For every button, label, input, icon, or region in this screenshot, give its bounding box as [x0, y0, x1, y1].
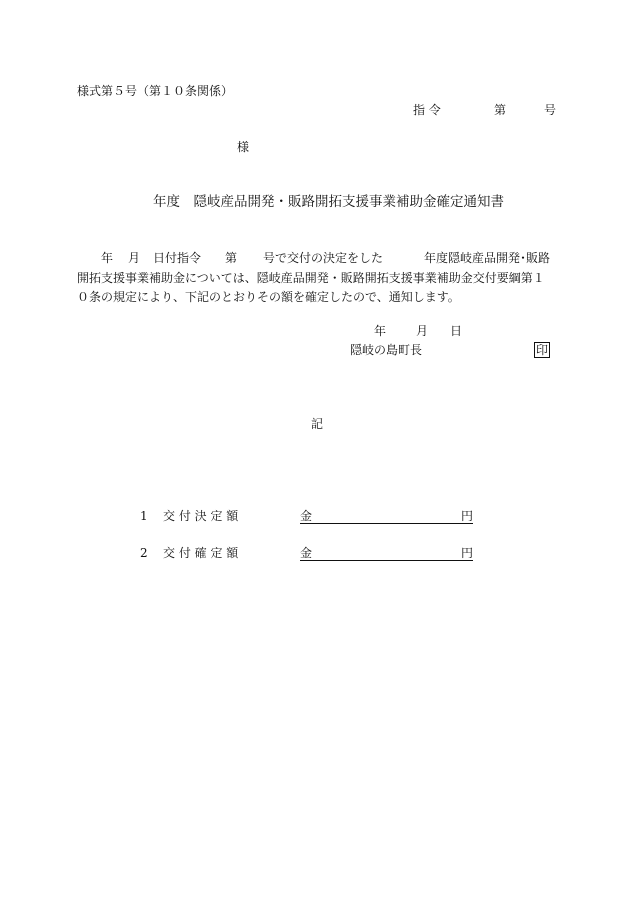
body-nen: 年: [101, 251, 114, 265]
body-line-3: ０条の規定により、下記のとおりその額を確定したので、通知します。: [77, 290, 460, 304]
kin-label: 金: [300, 509, 313, 523]
directive-go: 号: [544, 103, 557, 117]
body-rest: 号で交付の決定をした: [263, 251, 384, 265]
directive-label: 指 令: [413, 103, 441, 117]
yen-label: 円: [461, 509, 474, 523]
amount-underline: [300, 509, 473, 524]
body-hi-shirei: 日付指令: [153, 251, 202, 265]
seal-mark: 印: [536, 343, 549, 357]
directive-dai: 第: [494, 103, 507, 117]
addressee-suffix: 様: [237, 140, 250, 154]
date-day: 日: [450, 324, 463, 338]
item-label: 交 付 確 定 額: [163, 546, 239, 560]
date-year: 年: [374, 324, 387, 338]
yen-label: 円: [461, 546, 474, 560]
ki-heading: 記: [311, 417, 324, 431]
item-number: 1: [140, 509, 148, 523]
body-line-2: 開拓支援事業補助金については、隠岐産品開発・販路開拓支援事業補助金交付要綱第１: [77, 271, 545, 285]
issuer: 隠岐の島町長: [350, 343, 423, 357]
date-month: 月: [416, 324, 429, 338]
form-label: 様式第５号（第１０条関係）: [77, 84, 234, 98]
body-tail: 年度隠岐産品開発･販路: [424, 251, 551, 265]
item-number: 2: [140, 546, 148, 560]
kin-label: 金: [300, 546, 313, 560]
item-label: 交 付 決 定 額: [163, 509, 239, 523]
document-title: 年度 隠岐産品開発・販路開拓支援事業補助金確定通知書: [153, 194, 504, 210]
body-dai: 第: [225, 251, 238, 265]
amount-underline: [300, 546, 473, 561]
body-tsuki: 月: [128, 251, 141, 265]
